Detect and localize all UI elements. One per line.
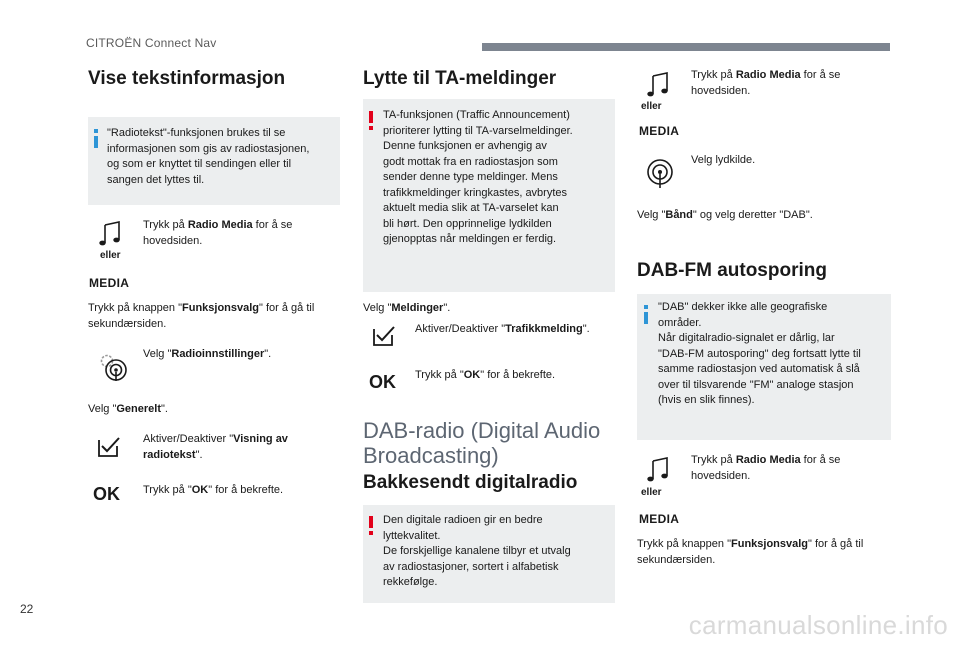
music-note-icon xyxy=(645,71,671,99)
or-label: eller xyxy=(641,101,662,112)
step-radioinnstillinger: Velg "Radioinnstillinger". xyxy=(143,348,272,360)
watermark: carmanualsonline.info xyxy=(688,610,948,640)
music-note-icon xyxy=(645,456,671,484)
media-label: MEDIA xyxy=(639,512,680,526)
step-funksjonsvalg: Trykk på knappen "Funksjonsvalg" for å gå til sekundærsiden. xyxy=(637,538,864,566)
radio-wave-icon xyxy=(645,157,675,189)
or-label: eller xyxy=(100,250,121,261)
header-title: CITROËN Connect Nav xyxy=(86,36,217,50)
info-text: "Radiotekst"-funksjonen brukes til se informasjonen som gis av radiostasjonen, og som er knyttet til sendingen eller til sangen det lyttes til. xyxy=(107,127,310,186)
step-meldinger: Velg "Meldinger". xyxy=(363,302,451,314)
step-generelt: Velg "Generelt". xyxy=(88,403,168,415)
warning-text: TA-funksjonen (Traffic Announcement) prioriterer lytting til TA-varselmeldinger. Denne funksjonen er avhengig av godt mottak fra en radiostasjon som sender denne type meldinger. Mens trafikkmeldinger kringkastes, avbrytes aktuelt media slik at TA-varselet kan bli hørt. Den opprinnelige lydkilden gjenopptas når meldingen er ferdig. xyxy=(383,109,573,245)
step-ok-confirm: Trykk på "OK" for å bekrefte. xyxy=(415,369,556,381)
section-title-dab-radio: DAB-radio (Digital Audio Broadcasting) xyxy=(363,418,601,468)
warning-text: Den digitale radioen gir en bedre lyttekvalitet. De forskjellige kanalene tilbyr et utvalg av radiostasjoner, sortert i alfabetisk rekkefølge. xyxy=(383,514,571,588)
section-title-tekstinformasjon: Vise tekstinformasjon xyxy=(88,68,286,89)
media-label: MEDIA xyxy=(639,124,680,138)
checkbox-icon xyxy=(372,325,396,347)
step-visning-av-radiotekst: Aktiver/Deaktiver "Visning av radiotekst". xyxy=(143,433,288,461)
step-ok-confirm: Trykk på "OK" for å bekrefte. xyxy=(143,484,284,496)
info-box-dab-fm xyxy=(637,294,891,440)
step-band-dab: Velg "Bånd" og velg deretter "DAB". xyxy=(637,209,813,221)
section-title-bakkesendt: Bakkesendt digitalradio xyxy=(363,472,578,493)
music-note-icon xyxy=(97,220,123,248)
section-title-ta-meldinger: Lytte til TA-meldinger xyxy=(363,68,557,89)
step-funksjonsvalg: Trykk på knappen "Funksjonsvalg" for å gå til sekundærsiden. xyxy=(88,302,315,330)
step-trafikkmelding: Aktiver/Deaktiver "Trafikkmelding". xyxy=(415,323,590,335)
step-radio-media: Trykk på Radio Media for å se hovedsiden. xyxy=(691,454,841,482)
ok-icon: OK xyxy=(369,372,396,392)
checkbox-icon xyxy=(97,436,121,458)
radio-settings-icon xyxy=(98,352,128,382)
ok-icon: OK xyxy=(93,484,120,504)
step-velg-lydkilde: Velg lydkilde. xyxy=(691,154,756,166)
info-box-radiotekst xyxy=(88,117,340,205)
warning-box-ta xyxy=(363,99,615,292)
info-text: "DAB" dekker ikke alle geografiske områder. Når digitalradio-signalet er dårlig, lar "DAB-FM autosporing" deg fortsatt lytte til samme radiostasjon ved automatisk å slå over til tilsvarende "FM" analoge stasjon (hvis en slik finnes). xyxy=(658,301,861,406)
warning-box-digital xyxy=(363,505,615,603)
step-radio-media: Trykk på Radio Media for å se hovedsiden. xyxy=(691,69,841,97)
header-bar xyxy=(482,43,890,51)
page-number: 22 xyxy=(20,602,34,616)
step-radio-media: Trykk på Radio Media for å se hovedsiden. xyxy=(143,219,293,247)
section-title-dab-fm: DAB-FM autosporing xyxy=(637,260,827,281)
media-label: MEDIA xyxy=(89,276,130,290)
or-label: eller xyxy=(641,487,662,498)
